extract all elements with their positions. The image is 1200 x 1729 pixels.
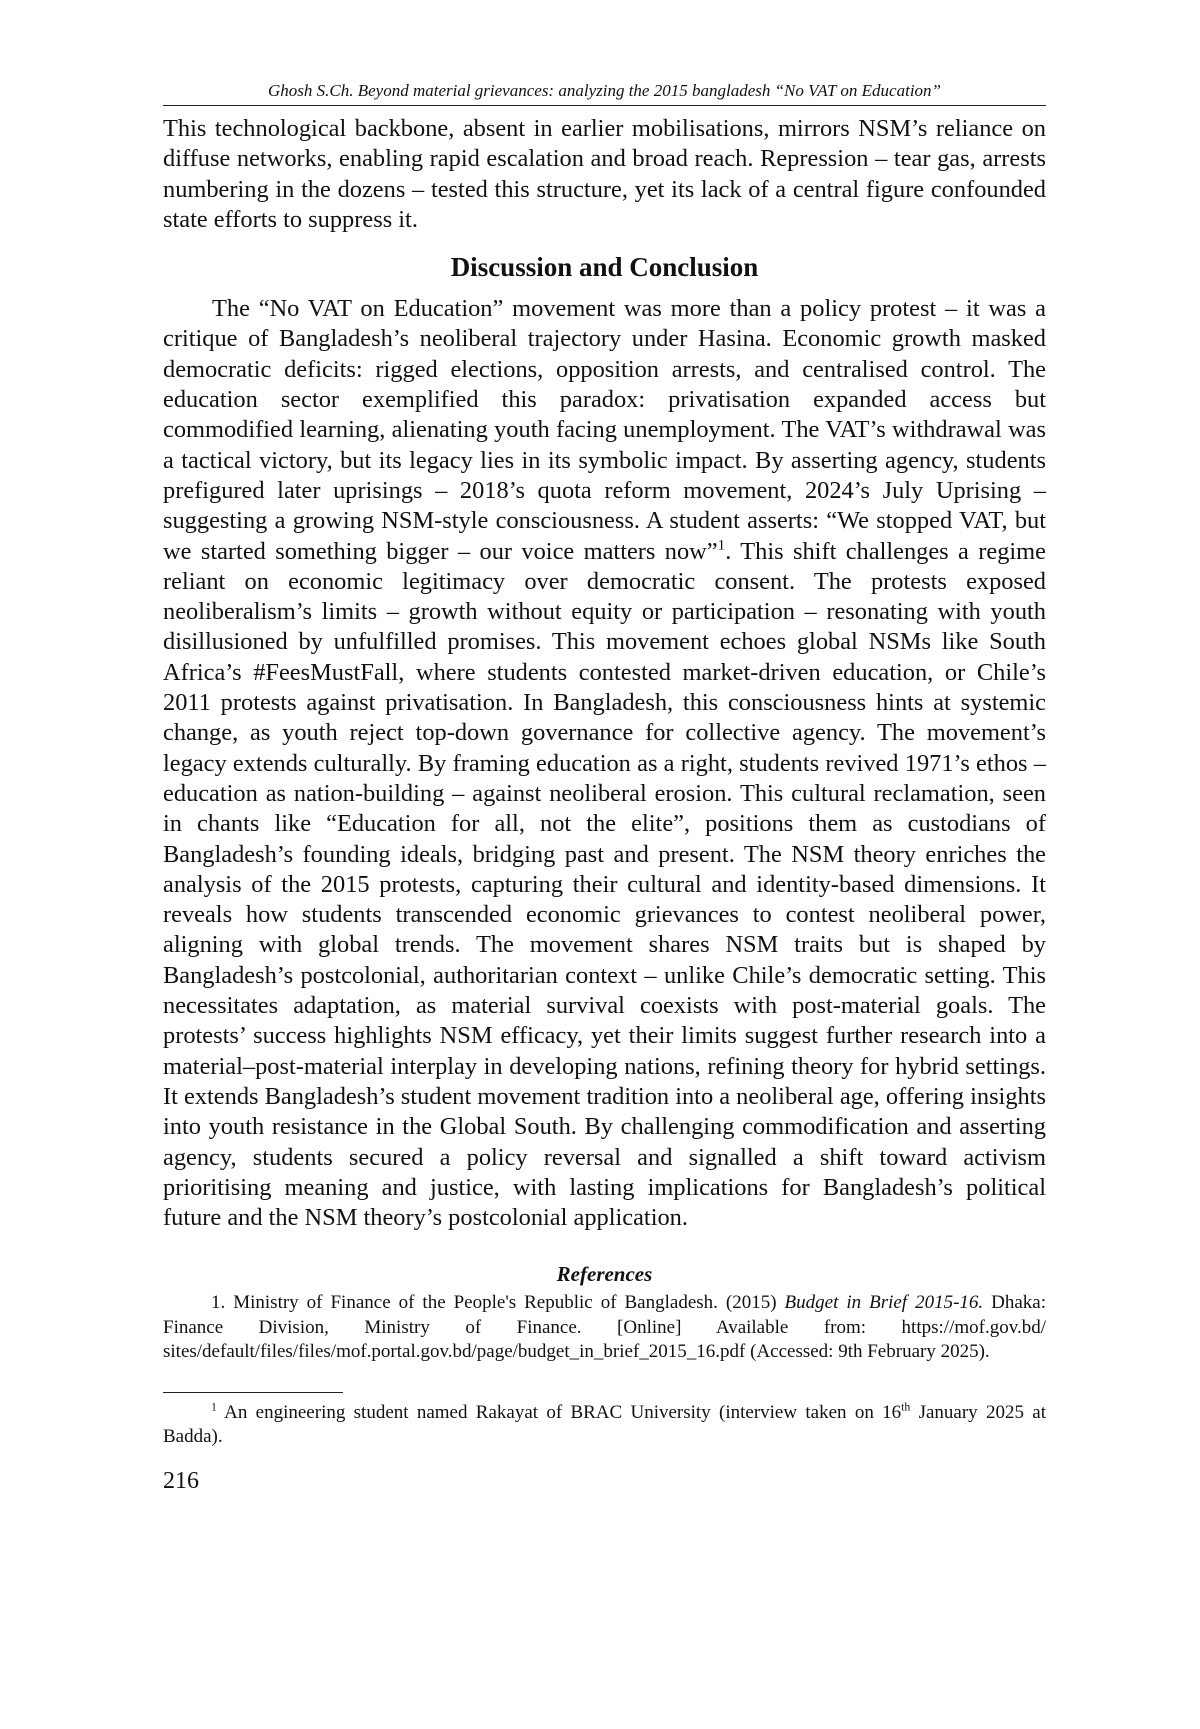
continued-paragraph: This technological backbone, absent in earlier mobilisations, mirrors NSM’s reliance on diffuse networks, enabling rapid escalation and broad reach. Repression – tear gas, arrests numbering in the dozens – tested this structure, yet its lack of a central figure confounded state efforts to suppress it. [163, 115, 1046, 233]
footnote-marker: 1 [211, 1400, 217, 1414]
main-paragraph [163, 294, 1046, 1233]
reference-item [163, 1291, 1046, 1365]
references-heading: References [556, 1262, 653, 1287]
reference-title: Budget in Brief 2015-16. [784, 1292, 984, 1314]
main-paragraph-part2: . This shift challenges a regime reliant on economic legitimacy over democratic consent. The protests exposed neoliberalism’s limits – growth without equity or participation – resonating with youth disillusioned by unfulfilled promises. This movement echoes global NSMs like South Africa’s #FeesMustFall, where students contested market-driven education, or Chile’s 2011 protests against privatisation. In Bangladesh, this consciousness hints at systemic change, as youth reject top-down governance for collective agency. The movement’s legacy extends culturally. By framing education as a right, students revived 1971’s ethos – education as nation-building – against neoliberal erosion. This cultural reclamation, seen in chants like “Education for all, not the elite”, positions them as custodians of Bangladesh’s founding ideals, bridging past and present. The NSM theory enriches the analysis of the 2015 protests, capturing their cultural and identity-based dimensions. It reveals how students transcended economic grievances to contest neoliberal power, aligning with global trends. The movement shares NSM traits but is shaped by Bangladesh’s postcolonial, authoritarian context – unlike Chile’s democratic setting. This necessitates adaptation, as material survival coexists with post-material goals. The protests’ success highlights NSM efficacy, yet their limits suggest further research into a material–post-material interplay in developing nations, refining theory for hybrid settings. It extends Bangladesh’s student movement tradition into a neoliberal age, offering insights into youth resistance in the Global South. By challenging commodification and asserting agency, students secured a policy reversal and signalled a shift toward activism prioritising meaning and justice, with lasting implications for Bangladesh’s political future and the NSM theory’s postcolonial application. [163, 537, 1046, 1232]
footnote-ordinal-suffix: th [901, 1400, 911, 1414]
page-number: 216 [163, 1467, 199, 1494]
footnote-text-after: January 2025 at Badda). [163, 1401, 1046, 1447]
page [163, 80, 1046, 1495]
reference-rest: Dhaka: Finance Division, Ministry of Finance. [Online] Available from: https://mof.gov.bd/ sites/default/files/files/mof.portal.gov.bd/page/budget_in_brief_2015_16.pdf (Accessed: 9th February 2025). [163, 1292, 1047, 1363]
footnote-text-before: An engineering student named Rakayat of BRAC University (interview taken on 16 [216, 1401, 902, 1423]
main-paragraph-part1: The “No VAT on Education” movement was more than a policy protest – it was a critique of Bangladesh’s neoliberal trajectory under Hasina. Economic growth masked democratic deficits: rigged elections, opposition arrests, and centralised control. The education sector exemplified this paradox: privatisation expanded access but commodified learning, alienating youth facing unemployment. The VAT’s withdrawal was a tactical victory, but its legacy lies in its symbolic impact. By asserting agency, students prefigured later uprisings – 2018’s quota reform movement, 2024’s July Uprising – suggesting a growing NSM-style consciousness. A student asserts: “We stopped VAT, but we started something bigger – our voice matters now” [163, 295, 1046, 565]
footnote-separator [163, 1392, 343, 1393]
running-header: Ghosh S.Ch. Beyond material grievances: analyzing the 2015 bangladesh “No VAT on Education” [163, 80, 1046, 106]
footnote [163, 1401, 1046, 1449]
reference-lead: 1. Ministry of Finance of the People's Republic of Bangladesh. (2015) [211, 1292, 785, 1314]
section-title: Discussion and Conclusion [450, 252, 759, 283]
footnote-reference-marker[interactable]: 1 [717, 537, 726, 554]
